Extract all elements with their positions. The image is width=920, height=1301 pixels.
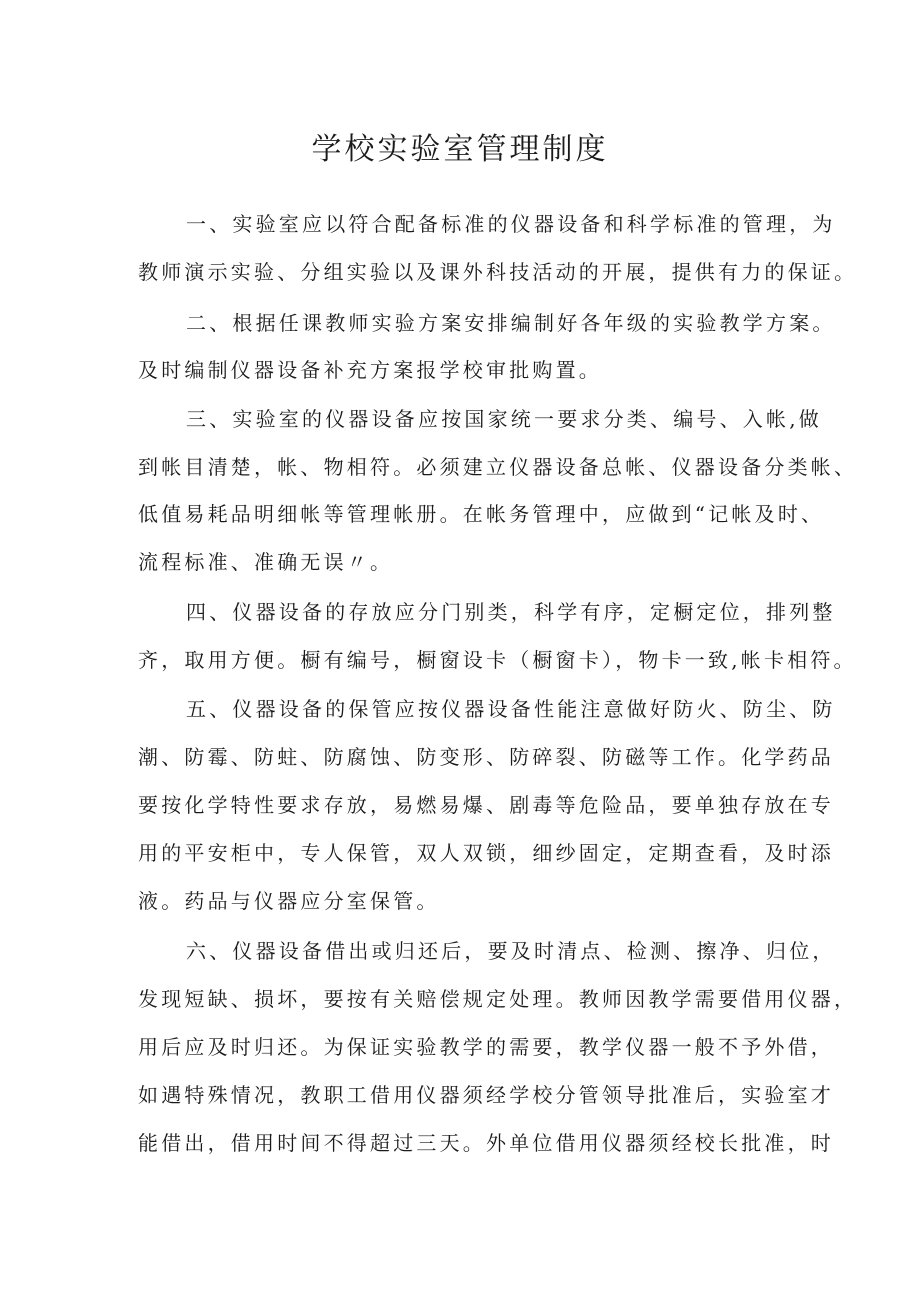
text-line: 三、实验室的仪器设备应按国家统一要求分类、编号、入帐,做 — [186, 407, 822, 431]
text-line: 五、仪器设备的保管应按仪器设备性能注意做好防火、防尘、防 — [186, 697, 836, 721]
text-line: 发现短缺、损坏，要按有关赔偿规定处理。教师因教学需要借用仪器， — [138, 987, 858, 1011]
text-line: 六、仪器设备借出或归还后，要及时清点、检测、擦净、归位， — [186, 939, 836, 963]
text-line: 潮、防霉、防蛀、防腐蚀、防变形、防碎裂、防磁等工作。化学药品 — [138, 745, 834, 769]
text-line: 要按化学特性要求存放，易燃易爆、剧毒等危险品，要单独存放在专 — [138, 793, 834, 817]
page-title: 学校实验室管理制度 — [311, 132, 609, 167]
text-line: 能借出，借用时间不得超过三天。外单位借用仪器须经校长批准，时 — [138, 1131, 834, 1155]
text-line: 用的平安柜中，专人保管，双人双锁，细纱固定，定期查看，及时添 — [138, 841, 834, 865]
text-line: 教师演示实验、分组实验以及课外科技活动的开展，提供有力的保证。 — [138, 260, 858, 284]
text-line: 液。药品与仪器应分室保管。 — [138, 889, 440, 913]
text-line: 齐，取用方便。橱有编号，橱窗设卡（橱窗卡），物卡一致,帐卡相符。 — [138, 648, 857, 672]
text-line: 及时编制仪器设备补充方案报学校审批购置。 — [138, 358, 602, 382]
text-line: 一、实验室应以符合配备标准的仪器设备和科学标准的管理，为 — [186, 212, 836, 236]
text-line: 流程标准、准确无误〃。 — [138, 550, 394, 574]
text-line: 二、根据任课教师实验方案安排编制好各年级的实验教学方案。 — [186, 311, 836, 335]
text-line: 四、仪器设备的存放应分门别类，科学有序，定橱定位，排列整 — [186, 600, 836, 624]
text-line: 到帐目清楚，帐、物相符。必须建立仪器设备总帐、仪器设备分类帐、 — [138, 455, 858, 479]
text-line: 如遇特殊情况，教职工借用仪器须经学校分管领导批准后，实验室才 — [138, 1083, 834, 1107]
text-line: 低值易耗品明细帐等管理帐册。在帐务管理中，应做到“记帐及时、 — [138, 502, 825, 526]
text-line: 用后应及时归还。为保证实验教学的需要，教学仪器一般不予外借， — [138, 1035, 834, 1059]
